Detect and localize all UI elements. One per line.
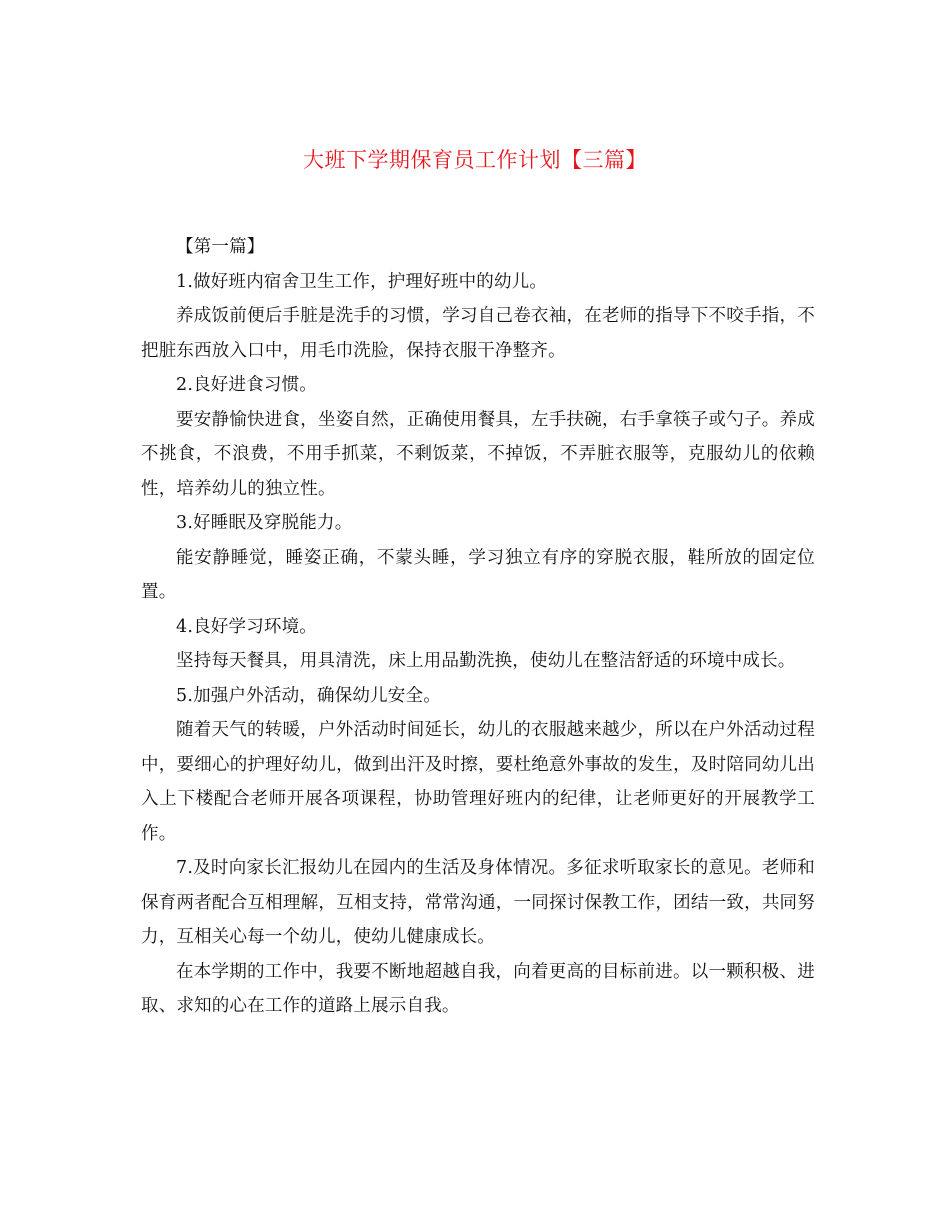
body-paragraph: 要安静愉快进食，坐姿自然，正确使用餐具，左手扶碗，右手拿筷子或勺子。养成不挑食，不浪费，不用手抓菜，不剩饭菜，不掉饭，不弄脏衣服等，克服幼儿的依赖性，培养幼儿的独立性。 bbox=[141, 409, 815, 499]
item-heading: 5.加强户外活动，确保幼儿安全。 bbox=[176, 685, 441, 706]
document-title: 大班下学期保育员工作计划【三篇】 bbox=[303, 148, 647, 172]
item-heading: 1.做好班内宿舍卫生工作，护理好班中的幼儿。 bbox=[176, 271, 548, 292]
document-body bbox=[141, 230, 815, 1024]
body-paragraph: 在本学期的工作中，我要不断地超越自我，向着更高的目标前进。以一颗积极、进取、求知的心在工作的道路上展示自我。 bbox=[141, 961, 815, 1016]
body-paragraph: 坚持每天餐具，用具清洗，床上用品勤洗换，使幼儿在整洁舒适的环境中成长。 bbox=[176, 651, 796, 671]
section-heading: 【第一篇】 bbox=[176, 237, 265, 257]
item-heading: 4.良好学习环境。 bbox=[176, 616, 317, 637]
body-paragraph: 养成饭前便后手脏是洗手的习惯，学习自己卷衣袖，在老师的指导下不咬手指，不把脏东西放入口中，用毛巾洗脸，保持衣服干净整齐。 bbox=[141, 306, 815, 361]
item-heading: 2.良好进食习惯。 bbox=[176, 375, 317, 395]
body-paragraph: 能安静睡觉，睡姿正确，不蒙头睡，学习独立有序的穿脱衣服，鞋所放的固定位置。 bbox=[141, 547, 815, 602]
body-paragraph: 7.及时向家长汇报幼儿在园内的生活及身体情况。多征求听取家长的意见。老师和保育两者配合互相理解，互相支持，常常沟通，一同探讨保教工作，团结一致，共同努力，互相关心每一个幼儿，使幼儿健康成长。 bbox=[141, 858, 815, 947]
body-paragraph: 随着天气的转暖，户外活动时间延长，幼儿的衣服越来越少，所以在户外活动过程中，要细心的护理好幼儿，做到出汗及时擦，要杜绝意外事故的发生，及时陪同幼儿出入上下楼配合老师开展各项课程，协助管理好班内的纪律，让老师更好的开展教学工作。 bbox=[141, 720, 815, 844]
item-heading: 3.好睡眠及穿脱能力。 bbox=[176, 513, 353, 533]
